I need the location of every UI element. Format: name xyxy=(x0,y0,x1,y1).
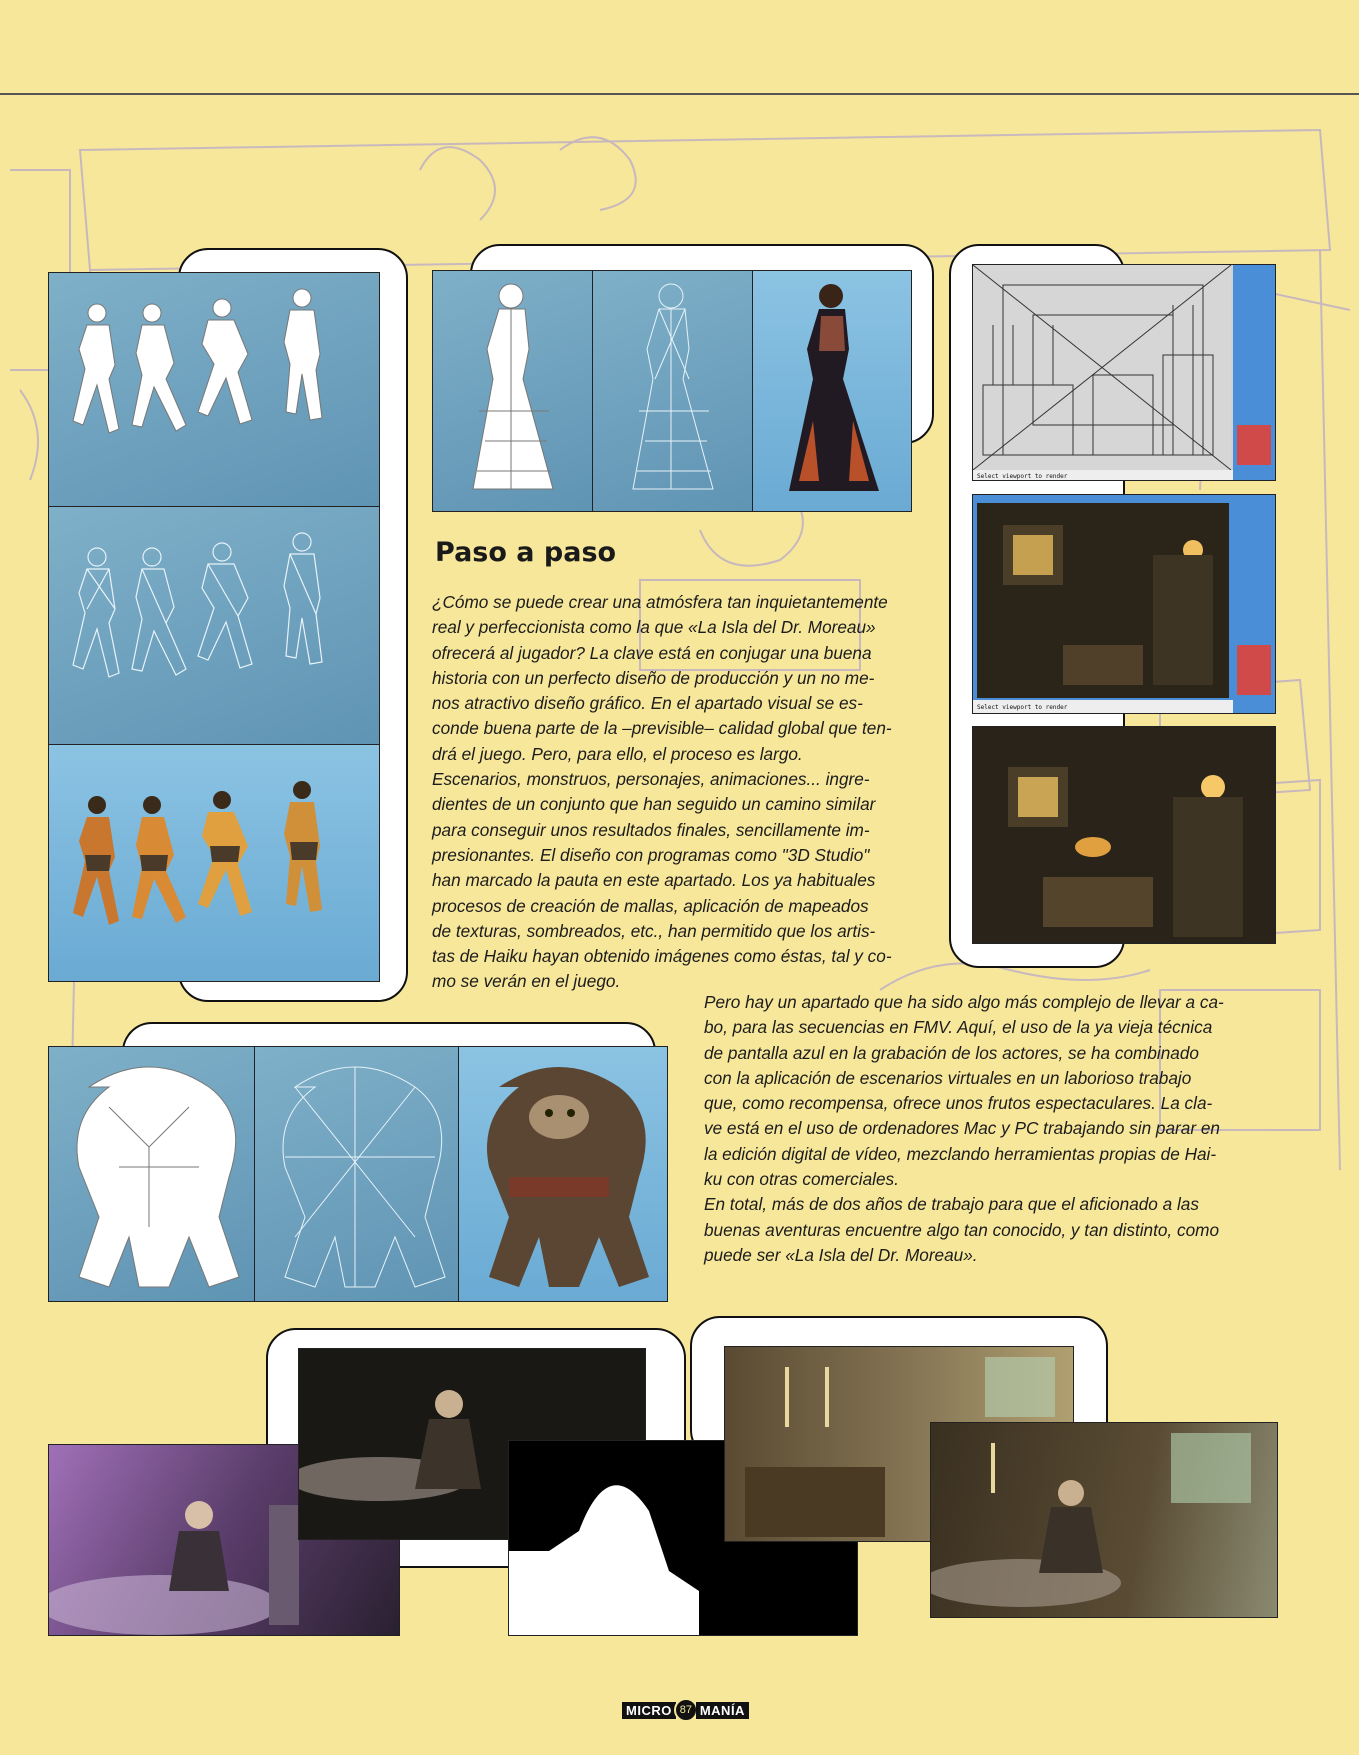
room-wireframe-icon xyxy=(973,265,1275,480)
woman-white-mesh-panel xyxy=(432,270,594,512)
monster-white-mesh-icon xyxy=(49,1047,255,1301)
woman-textured-icon xyxy=(753,271,911,511)
room-final-render xyxy=(972,726,1276,944)
room-render-status: Select viewport to render xyxy=(977,704,1068,711)
running-figures-wireframe-icon xyxy=(49,507,379,745)
fmv-final-composite xyxy=(930,1422,1278,1618)
footer-brand-left: MICRO xyxy=(622,1702,676,1719)
running-figures-white-icon xyxy=(49,273,379,507)
room-final-icon xyxy=(973,727,1275,943)
woman-textured-panel xyxy=(752,270,912,512)
woman-white-mesh-icon xyxy=(433,271,593,511)
running-man-wireframe-panel xyxy=(48,506,380,746)
monster-wireframe-icon xyxy=(255,1047,459,1301)
running-man-white-mesh-panel xyxy=(48,272,380,508)
header-rule xyxy=(0,93,1359,95)
monster-white-mesh-panel xyxy=(48,1046,256,1302)
footer-brand-right: MANÍA xyxy=(696,1702,749,1719)
woman-wireframe-icon xyxy=(593,271,753,511)
room-wireframe-screen xyxy=(972,264,1276,481)
running-figures-textured-icon xyxy=(49,745,379,981)
page-footer xyxy=(622,1701,749,1719)
room-wireframe-status: Select viewport to render xyxy=(977,473,1068,480)
article-paragraph-1: ¿Cómo se puede crear una atmósfera tan inquietantemente real y perfeccionista como la que «La Isla del Dr. Moreau» ofrecerá al jugador? La clave está en conjugar una buena historia con un perfecto diseño de producción y un no me- nos atractivo diseño gráfico. En el apartado visual se es- conde buena parte de la –previsible– calidad global que ten- drá el juego. Pero, para ello, el proceso es largo. Escenarios, monstruos, personajes, animaciones... ingre- dientes de un conjunto que han seguido un camino similar para conseguir unos resultados finales, sencillamente im- presionantes. El diseño con programas como "3D Studio" han marcado la pauta en este apartado. Los ya habituales procesos de creación de mallas, aplicación de mapeados de texturas, sombreados, etc., han permitido que los artis- tas de Haiku hayan obtenido imágenes como éstas, tal y co- mo se verán en el juego. xyxy=(432,592,892,992)
monster-textured-panel xyxy=(458,1046,668,1302)
room-render-icon xyxy=(973,495,1275,713)
monster-wireframe-panel xyxy=(254,1046,460,1302)
room-render-screen xyxy=(972,494,1276,714)
woman-wireframe-panel xyxy=(592,270,754,512)
section-heading: Paso a paso xyxy=(435,537,617,568)
running-man-textured-panel xyxy=(48,744,380,982)
article-column-1 xyxy=(432,590,932,995)
article-paragraph-2: Pero hay un apartado que ha sido algo más complejo de llevar a ca- bo, para las secuencias en FMV. Aquí, el uso de la ya vieja técnica de pantalla azul en la grabación de los actores, se ha combinado con la aplicación de escenarios virtuales en un laborioso trabajo que, como recompensa, ofrece unos frutos espectaculares. La cla- ve está en el uso de ordenadores Mac y PC trabajando sin parar en la edición digital de vídeo, mezclando herramientas propias de Hai- ku con otras comerciales. En total, más de dos años de trabajo para que el aficionado a las buenas aventuras encuentre algo tan conocido, y tan distinto, como puede ser «La Isla del Dr. Moreau». xyxy=(704,992,1224,1265)
monster-textured-icon xyxy=(459,1047,667,1301)
fmv-final-icon xyxy=(931,1423,1277,1617)
article-column-2 xyxy=(704,990,1284,1268)
page-number: 87 xyxy=(674,1698,698,1722)
